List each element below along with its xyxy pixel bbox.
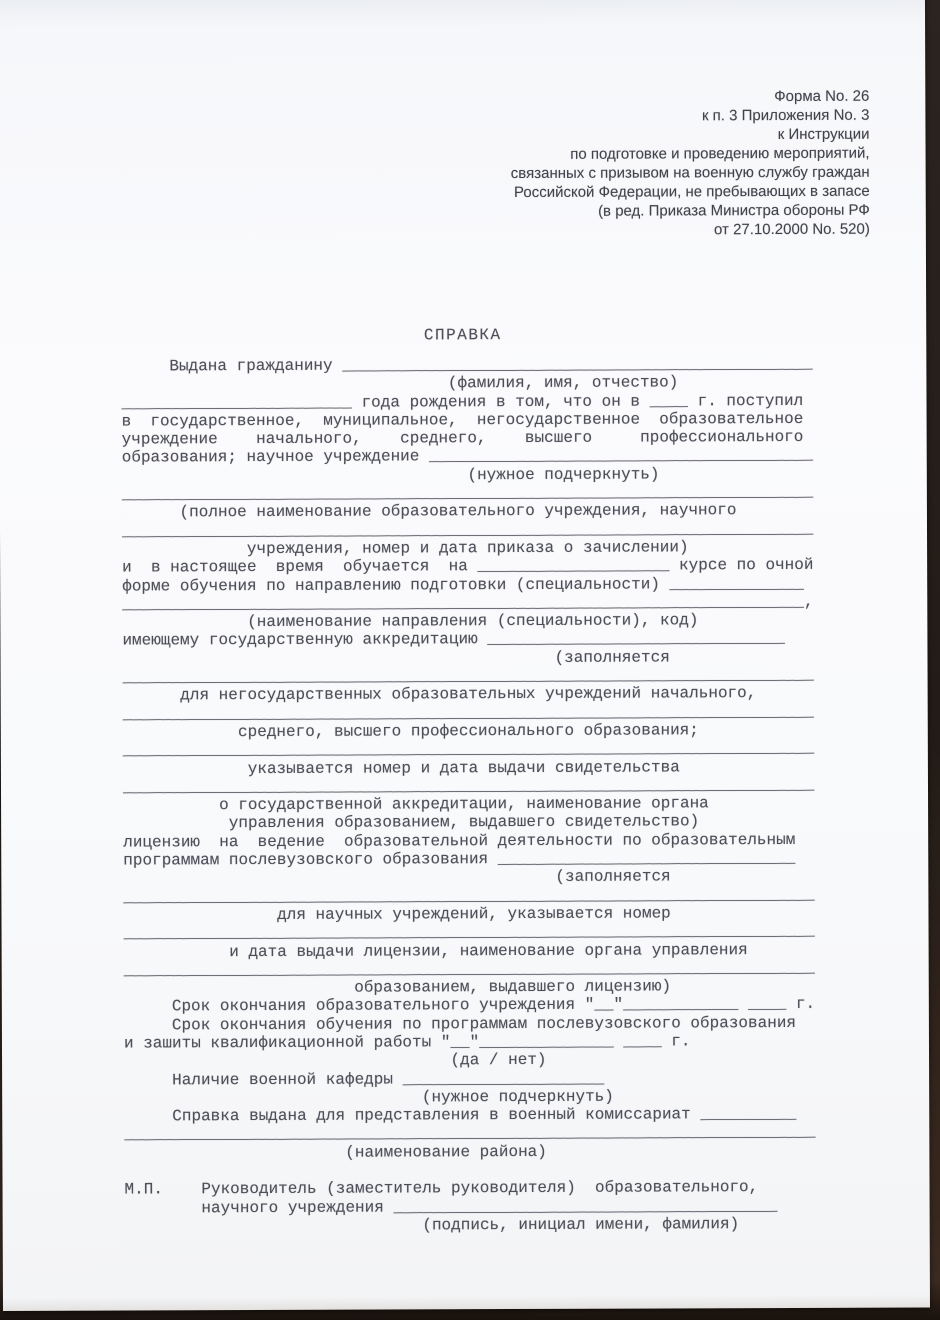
form-body-line: Наличие военной кафедры _____________________ bbox=[124, 1069, 605, 1090]
form-body-line: среднего, высшего профессионального образования; bbox=[122, 721, 699, 742]
form-header-line: Форма No. 26 bbox=[774, 87, 870, 106]
form-body-line: о государственной аккредитации, наименование органа bbox=[123, 794, 709, 815]
form-body-line: указывается номер и дата выдачи свидетельства bbox=[122, 757, 680, 779]
form-body-line: (наименование района) bbox=[124, 1142, 547, 1163]
form-body-line: ________________________________________________________________________ bbox=[123, 958, 816, 980]
form-body-line: имеющему государственную аккредитацию _______________________________ bbox=[122, 629, 785, 650]
form-body-line: (полное наименование образовательного учреждения, научного bbox=[121, 501, 737, 522]
form-body-line: ________________________________________________________________________ bbox=[121, 482, 814, 504]
form-header-line: к Инструкции bbox=[777, 125, 870, 144]
form-body-line: и в настоящее время обучается на ____________________ курсе по очной bbox=[122, 556, 814, 577]
form-body-line: и зашиты квалификационной работы "__"______________ ____ г. bbox=[123, 1032, 691, 1053]
form-header-line: Российской Федерации, не пребывающих в запасе bbox=[513, 182, 870, 202]
form-body-line: ________________________________________________________________________ bbox=[123, 922, 815, 943]
form-body-line: ________________________________________________________________________ bbox=[121, 519, 814, 541]
form-body-line: (нужное подчеркнуть) bbox=[124, 1087, 614, 1108]
form-header-line: к п. 3 Приложения No. 3 bbox=[701, 106, 870, 125]
form-body-line: _______________________________________________________________________, bbox=[122, 592, 814, 614]
form-body-line: лицензию на ведение образовательной деятельности по образовательным bbox=[123, 830, 796, 852]
form-body-line: ________________________________________________________________________ bbox=[122, 665, 814, 687]
form-body-line: ________________________________________________________________________ bbox=[123, 885, 815, 907]
form-body-line: ________________________ года рождения в том, что он в ____ г. поступил bbox=[121, 391, 804, 413]
form-body-line: ________________________________________________________________________ bbox=[122, 702, 815, 724]
form-body-line: и дата выдачи лицензии, наименование органа управления bbox=[123, 940, 748, 962]
form-body-line: учреждения, номер и дата приказа о зачислении) bbox=[122, 538, 689, 559]
form-body-line: (заполняется bbox=[122, 648, 670, 669]
form-body-line: ________________________________________________________________________ bbox=[122, 775, 815, 797]
form-body-line: Срок окончания образовательного учреждения "__"____________ ____ г. bbox=[123, 995, 816, 1016]
form-body-line: (да / нет) bbox=[124, 1051, 547, 1071]
form-body-line: ________________________________________________________________________ bbox=[124, 1123, 816, 1145]
form-body-line: Справка выдана для представления в военный комиссариат __________ bbox=[124, 1105, 797, 1126]
form-body-line: Выдана гражданину _________________________________________________ bbox=[121, 354, 813, 376]
form-title: СПРАВКА bbox=[423, 326, 502, 345]
form-header-line: от 27.10.2000 No. 520) bbox=[713, 220, 870, 239]
form-body-line: научного учреждения ________________________________________ bbox=[124, 1196, 778, 1218]
form-body-line: для научных учреждений, указывается номер bbox=[123, 904, 671, 925]
form-body-line: (заполняется bbox=[123, 867, 671, 888]
form-body-line: (наименование направления (специальности), код) bbox=[122, 611, 699, 632]
form-body-line: управления образованием, выдавшего свидетельство) bbox=[123, 812, 700, 833]
form-body-line: форме обучения по направлению подготовки (специальности) ______________ bbox=[122, 574, 804, 596]
form-body-line: образованием, выдавшего лицензию) bbox=[123, 977, 672, 998]
form-body-line: в государственное, муниципальное, негосударственное образовательное bbox=[121, 409, 804, 431]
form-body-line: (подпись, инициал имени, фамилия) bbox=[124, 1215, 740, 1236]
form-body-line: программам послевузовского образования _______________________________ bbox=[123, 848, 796, 870]
form-body-line: образования; научное учреждение ________________________________________ bbox=[121, 446, 814, 468]
form-body-line: Срок окончания обучения по программам послевузовского образования bbox=[123, 1013, 797, 1035]
form-header-line: (в ред. Приказа Министра обороны РФ bbox=[598, 201, 870, 220]
form-body-line: для негосударственных образовательных учреждений начального, bbox=[122, 684, 757, 705]
form-header-block bbox=[510, 87, 869, 240]
form-header-line: по подготовке и проведению мероприятий, bbox=[570, 144, 870, 163]
form-body-line: ________________________________________________________________________ bbox=[122, 739, 815, 760]
form-body-text bbox=[121, 355, 834, 1236]
form-header-line: связанных с призывом на военную службу граждан bbox=[510, 163, 870, 183]
form-body-line: учреждение начального, среднего, высшего профессионального bbox=[121, 428, 804, 449]
form-body-line: (фамилия, имя, отчество) bbox=[121, 373, 679, 394]
form-body-line: М.П. Руководитель (заместитель руководителя) образовательного, bbox=[124, 1178, 759, 1199]
form-body-line: (нужное подчеркнуть) bbox=[121, 465, 660, 486]
